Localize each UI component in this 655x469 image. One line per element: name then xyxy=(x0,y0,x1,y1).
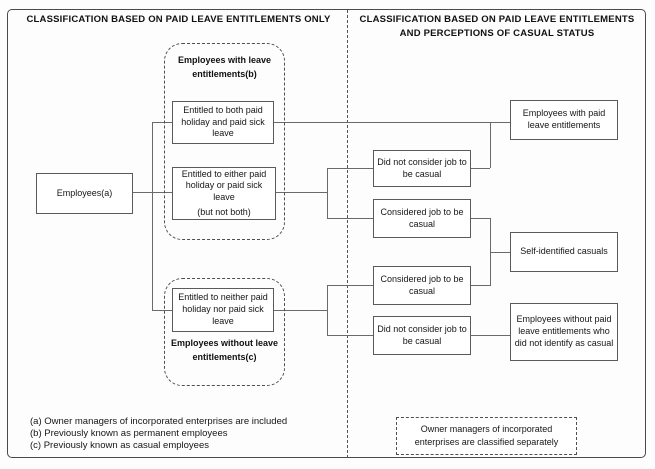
owner-managers-note: Owner managers of incorporated enterprises are classified separately xyxy=(396,417,577,455)
node-entitled-either-note: (but not both) xyxy=(197,206,251,217)
panel-divider-dashed-line xyxy=(347,10,348,458)
footnote-c: (c) Previously known as casual employees xyxy=(30,440,209,451)
connector-line xyxy=(327,168,373,169)
connector-line xyxy=(152,122,153,311)
node-employees: Employees(a) xyxy=(36,173,133,214)
footnote-a: (a) Owner managers of incorporated enterprises are included xyxy=(30,416,288,427)
node-employees-without-paid-leave: Employees without paid leave entitlements who did not identify as casual xyxy=(510,303,618,361)
node-considered-casual-top: Considered job to be casual xyxy=(373,199,471,238)
connector-line xyxy=(471,285,490,286)
node-self-identified-casuals: Self-identified casuals xyxy=(510,232,618,272)
connector-line xyxy=(327,218,373,219)
node-entitled-either xyxy=(172,167,276,220)
connector-line xyxy=(490,252,510,253)
node-entitled-both: Entitled to both paid holiday and paid sick leave xyxy=(172,101,274,144)
left-panel-title: CLASSIFICATION BASED ON PAID LEAVE ENTITLEMENTS ONLY xyxy=(26,14,331,25)
connector-line xyxy=(471,218,490,219)
connector-line xyxy=(471,335,510,336)
footnote-b: (b) Previously known as permanent employees xyxy=(30,428,228,439)
connector-line xyxy=(471,168,490,169)
node-did-not-consider-casual-bottom: Did not consider job to be casual xyxy=(373,316,471,355)
node-entitled-neither: Entitled to neither paid holiday nor paid sick leave xyxy=(172,288,274,332)
connector-line xyxy=(327,285,328,336)
connector-line xyxy=(327,335,373,336)
connector-line xyxy=(327,285,373,286)
footnotes xyxy=(30,416,287,452)
node-employees-with-paid-leave: Employees with paid leave entitlements xyxy=(510,100,618,140)
connector-line xyxy=(327,168,328,219)
node-considered-casual-bottom: Considered job to be casual xyxy=(373,266,471,305)
connector-line xyxy=(490,122,491,168)
node-entitled-either-text: Entitled to either paid holiday or paid sick leave xyxy=(181,168,267,202)
group-label-without-leave: Employees without leave entitlements(c) xyxy=(170,338,279,362)
right-panel-title: CLASSIFICATION BASED ON PAID LEAVE ENTITLEMENTS AND PERCEPTIONS OF CASUAL STATUS xyxy=(359,14,635,39)
connector-line xyxy=(274,122,510,123)
group-label-with-leave: Employees with leave entitlements(b) xyxy=(177,55,272,79)
connector-line xyxy=(133,192,152,193)
node-did-not-consider-casual-top: Did not consider job to be casual xyxy=(373,150,471,187)
